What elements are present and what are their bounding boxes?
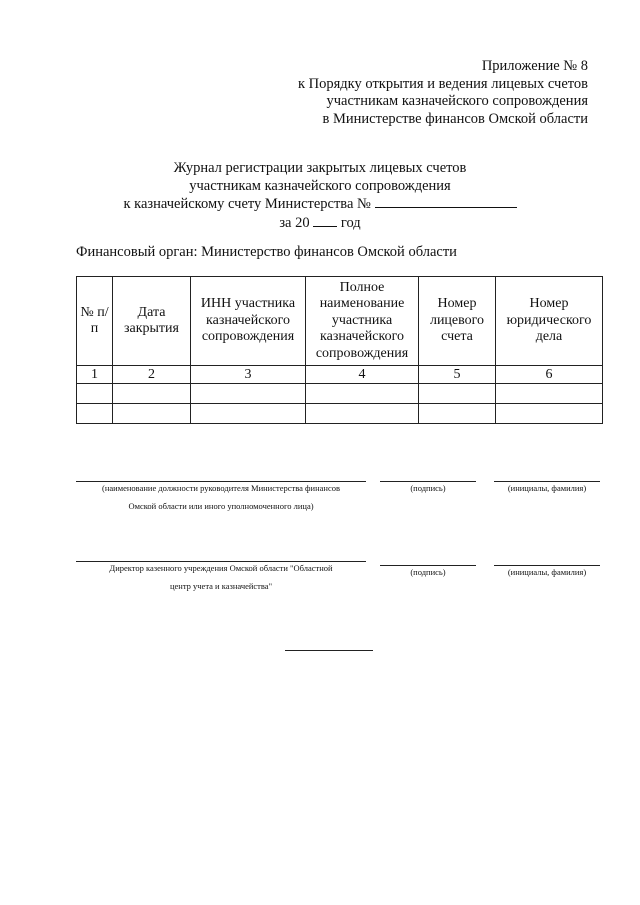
position-caption-1b: Омской области или иного уполномоченного лица) xyxy=(128,501,314,511)
year-blank xyxy=(313,214,337,227)
appendix-line: участникам казначейского сопровождения xyxy=(326,93,588,109)
header-case-number: Номер юридического дела xyxy=(496,277,603,366)
table-cell xyxy=(191,384,306,404)
table-cell xyxy=(496,404,603,424)
table-header-row xyxy=(77,277,603,366)
column-number: 1 xyxy=(77,366,113,384)
column-number: 2 xyxy=(113,366,191,384)
name-caption-2: (инициалы, фамилия) xyxy=(507,567,587,577)
signature-caption-2: (подпись) xyxy=(410,567,446,577)
header-number: № п/п xyxy=(77,277,113,366)
table-cell xyxy=(419,404,496,424)
journal-title xyxy=(100,160,540,232)
column-number: 3 xyxy=(191,366,306,384)
financial-organ: Финансовый орган: Министерство финансов Омской области xyxy=(76,244,457,260)
table-cell xyxy=(113,404,191,424)
year-suffix: год xyxy=(340,214,361,231)
position-caption-2: Директор казенного учреждения Омской области "Областной xyxy=(109,563,333,573)
table-cell xyxy=(191,404,306,424)
journal-title-line: Журнал регистрации закрытых лицевых счетов xyxy=(173,160,467,176)
account-label: к казначейскому счету Министерства № xyxy=(123,196,371,212)
closing-divider xyxy=(285,650,373,651)
table-cell xyxy=(306,384,419,404)
column-number: 6 xyxy=(496,366,603,384)
signature-line-1 xyxy=(380,481,476,482)
header-full-name: Полное наименование участника казначейского сопровождения xyxy=(306,277,419,366)
journal-year-line xyxy=(100,214,540,233)
account-number-blank xyxy=(375,195,517,208)
appendix-line: в Министерстве финансов Омской области xyxy=(322,110,588,127)
table-row xyxy=(77,404,603,424)
table-cell xyxy=(496,384,603,404)
journal-title-line xyxy=(100,195,540,214)
column-number: 5 xyxy=(419,366,496,384)
position-line-2 xyxy=(76,561,366,562)
header-account-number: Номер лицевого счета xyxy=(419,277,496,366)
journal-title-line: участникам казначейского сопровождения xyxy=(189,177,451,194)
name-caption-1: (инициалы, фамилия) xyxy=(507,483,587,493)
position-caption-2b: центр учета и казначейства" xyxy=(169,581,273,591)
table-cell xyxy=(113,384,191,404)
table-cell xyxy=(77,384,113,404)
position-caption-1: (наименование должности руководителя Министерства финансов xyxy=(102,483,340,493)
header-inn: ИНН участника казначейского сопровождения xyxy=(191,277,306,366)
column-number: 4 xyxy=(306,366,419,384)
table-column-numbers-row xyxy=(77,366,603,384)
appendix-header xyxy=(298,58,588,128)
table-cell xyxy=(77,404,113,424)
signature-line-2 xyxy=(380,565,476,566)
table-cell xyxy=(306,404,419,424)
header-close-date: Дата закрытия xyxy=(113,277,191,366)
name-line-1 xyxy=(494,481,600,482)
table-row xyxy=(77,384,603,404)
position-line-1 xyxy=(76,481,366,482)
signature-caption-1: (подпись) xyxy=(410,483,446,493)
table-cell xyxy=(419,384,496,404)
appendix-line: к Порядку открытия и ведения лицевых счетов xyxy=(297,75,588,92)
journal-table xyxy=(76,276,603,424)
appendix-title: Приложение № 8 xyxy=(481,58,588,74)
year-prefix: за 20 xyxy=(279,214,310,231)
name-line-2 xyxy=(494,565,600,566)
